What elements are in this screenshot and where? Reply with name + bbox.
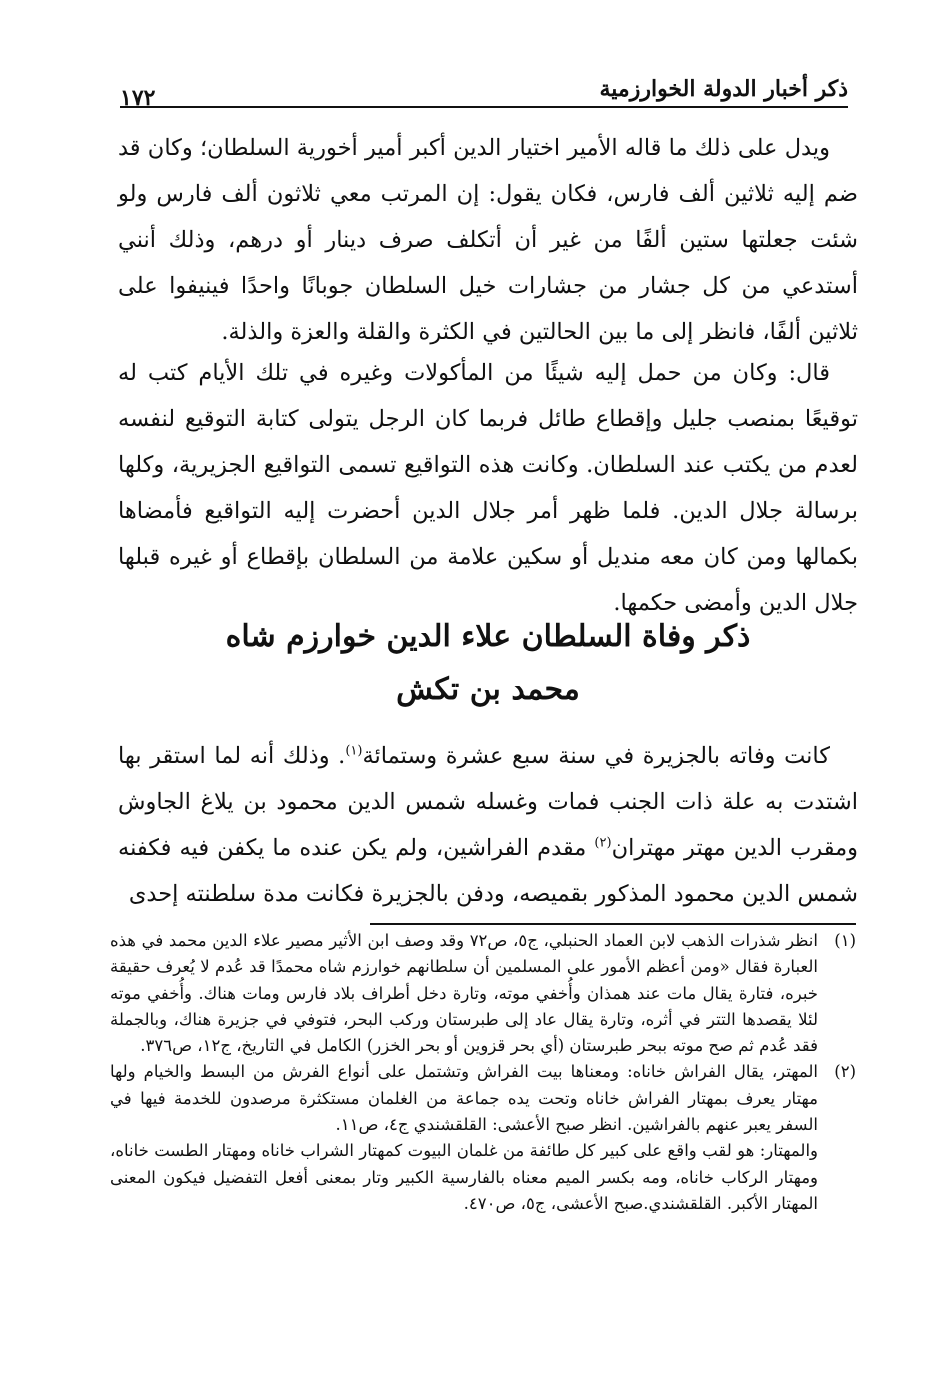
footnote-ref: (٢): [594, 835, 612, 851]
footnote-number: (١): [834, 931, 856, 950]
page-number: ١٧٢: [120, 85, 156, 111]
page-header: [120, 72, 848, 111]
body-paragraph: ويدل على ذلك ما قاله الأمير اختيار الدين أكبر أمير أخورية السلطان؛ وكان قد ضم إليه ثلاثين ألف فارس، فكان يقول: إن المرتب معي ثلاثون ألف فارس ولو شئت جعلتها ستين ألفًا من غير أن أتكلف صرف دينار أو درهم، وذلك أنني أستدعي من كل جشار من جشارات خيل السلطان جوبانًا واحدًا فينيفوا على ثلاثين ألفًا، فانظر إلى ما بين الحالتين في الكثرة والقلة والعزة والذلة.: [118, 135, 858, 345]
section-heading-subtitle: محمد بن تكش: [396, 672, 580, 707]
footnote-divider: [370, 923, 856, 925]
footnote: [110, 1059, 856, 1217]
footnote-text: انظر شذرات الذهب لابن العماد الحنبلي، ج٥، ص٧٢ وقد وصف ابن الأثير مصير علاء الدين محمد في هذه العبارة فقال «ومن أعظم الأمور على المسلمين أن سلطانهم خوارزم شاه محمدًا قد عُدم لا يُعرف حقيقة خبره، فتارة يقال مات عند همذان وأُخفي موته، وتارة دخل أطراف بلاد فارس ومات هناك. وأُخفي موته لئلا يقصدها التتر في أثره، وتارة يقال عاد إلى طبرستان وركب البحر، فتوفي في جزيرة هناك، وبالجملة فقد عُدم ثم صح موته ببحر طبرستان (أي بحر قزوين أو بحر الخزر) الكامل في التاريخ، ج١٢، ص٣٧٦.: [110, 931, 818, 1056]
section-heading: ذكر وفاة السلطان علاء الدين خوارزم شاه: [225, 619, 751, 654]
footnote-text: والمهتار: هو لقب واقع على كبير كل طائفة من غلمان البيوت كمهتار الشراب خاناه ومهتار الطست خاناه، ومهتار الركاب خاناه، ومه بكسر الميم معناه بالفارسية الكبير وتار بمعنى أفعل التفضيل فيكون المعنى المهتار الأكبر. القلقشندي.صبح الأعشى، ج٥، ص٤٧٠.: [110, 1141, 818, 1213]
body-paragraph: قال: وكان من حمل إليه شيئًا من المأكولات وغيره في تلك الأيام كتب له توقيعًا بمنصب جليل وإقطاع طائل فربما كان الرجل يتولى كتابة التوقيع لنفسه لعدم من يكتب عند السلطان. وكانت هذه التواقيع تسمى التواقيع الجزيرية، وكلها برسالة جلال الدين. فلما ظهر أمر جلال الدين أحضرت إليه التواقيع فأمضاها بكمالها ومن كان معه منديل أو سكين علامة من السلطان بإقطاع أو غيره قبلها جلال الدين وأمضى حكمها.: [118, 360, 858, 616]
footnote: [110, 928, 856, 1059]
footnotes: [110, 928, 856, 1217]
running-title: ذكر أخبار الدولة الخوارزمية: [599, 76, 848, 102]
section-paragraph: كانت وفاته بالجزيرة في سنة سبع عشرة وستمائة$^{(١)}$. وذلك أنه لما استقر بها اشتدت به علة ذات الجنب فمات وغسله شمس الدين محمود بن يلاغ الجاوش ومقرب الدين مهتر مهتران$^{(٢)}$ مقدم الفراشين، ولم يكن عنده ما يكفن فيه فكفنه شمس الدين محمود المذكور بقميصه، ودفن بالجزيرة فكانت مدة سلطنته إحدى: [118, 743, 858, 907]
footnote-text: المهتر، يقال الفراش خاناه: ومعناها بيت الفراش وتشتمل على أنواع الفرش من البسط والخيام ولها مهتار يعرف بمهتار الفراش خاناه وتحت يده جماعة من الغلمان مستكثرة مرصدون للخدمة فيها في السفر يعبر عنهم بالفراشين. انظر صبح الأعشى: القلقشندي ج٤، ص١١.: [110, 1062, 818, 1135]
footnote-ref: (١): [345, 743, 363, 759]
footnote-number: (٢): [834, 1062, 856, 1082]
